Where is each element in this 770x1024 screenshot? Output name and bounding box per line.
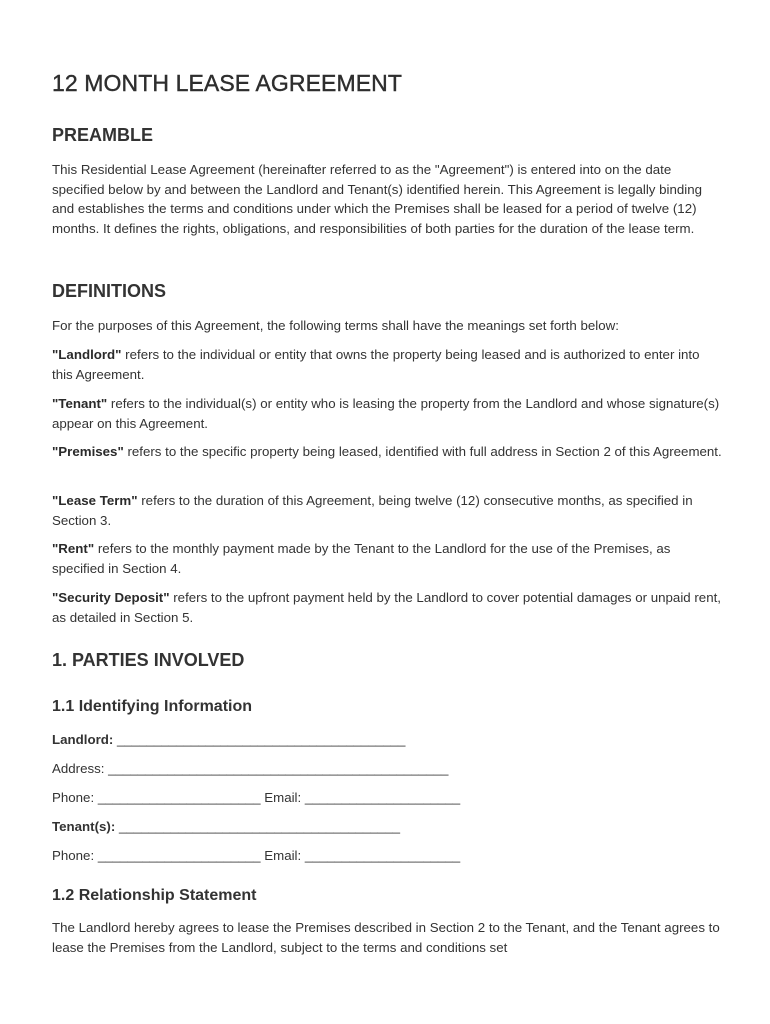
address-blank[interactable]: ______________________________________________ [104, 761, 449, 776]
definition-security-deposit [52, 588, 722, 627]
address-field[interactable] [52, 759, 448, 778]
landlord-label: Landlord: [52, 732, 114, 747]
definition-text: refers to the duration of this Agreement, being twelve (12) consecutive months, as specified in Section 3. [52, 493, 693, 528]
definition-text: refers to the monthly payment made by the Tenant to the Landlord for the use of the Premises, as specified in Section 4. [52, 541, 671, 576]
definition-tenant [52, 394, 722, 433]
definition-premises [52, 442, 722, 462]
email-blank[interactable]: _____________________ [301, 848, 461, 863]
preamble-heading: PREAMBLE [52, 125, 154, 145]
landlord-blank[interactable]: _______________________________________ [113, 732, 406, 747]
phone-label: Phone: [52, 790, 95, 805]
section1-heading: 1. PARTIES INVOLVED [52, 650, 245, 670]
email-blank[interactable]: _____________________ [301, 790, 461, 805]
definitions-intro: For the purposes of this Agreement, the following terms shall have the meanings set forth below: [52, 318, 619, 333]
definition-landlord [52, 345, 722, 384]
definition-text: refers to the individual(s) or entity who is leasing the property from the Landlord and whose signature(s) appear on this Agreement. [52, 396, 720, 431]
phone-label: Phone: [52, 848, 95, 863]
definition-term: "Tenant" [52, 396, 108, 411]
definition-term: "Security Deposit" [52, 590, 170, 605]
section1-2-heading: 1.2 Relationship Statement [52, 887, 257, 904]
definition-term: "Rent" [52, 541, 95, 556]
landlord-contact-field[interactable] [52, 788, 460, 807]
email-label: Email: [264, 848, 302, 863]
relationship-text: The Landlord hereby agrees to lease the Premises described in Section 2 to the Tenant, and the Tenant agrees to lease the Premises from the Landlord, subject to the terms and conditions set [52, 920, 720, 955]
definition-text: refers to the upfront payment held by the Landlord to cover potential damages or unpaid rent, as detailed in Section 5. [52, 590, 721, 625]
tenant-field[interactable] [52, 817, 400, 836]
document-title: 12 MONTH LEASE AGREEMENT [52, 70, 403, 96]
definition-rent [52, 539, 722, 578]
tenant-label: Tenant(s): [52, 819, 116, 834]
phone-blank[interactable]: ______________________ [94, 848, 261, 863]
preamble-text: This Residential Lease Agreement (hereinafter referred to as the "Agreement") is entered into on the date specified below by and between the Landlord and Tenant(s) identified herein. This Agreement is legally binding and establishes the terms and conditions under which the Premises shall be leased for a period of twelve (12) months. It defines the rights, obligations, and responsibilities of both parties for the duration of the lease term. [52, 162, 703, 236]
definition-text: refers to the specific property being leased, identified with full address in Section 2 of this Agreement. [123, 444, 722, 459]
email-label: Email: [264, 790, 302, 805]
section1-1-heading: 1.1 Identifying Information [52, 698, 253, 715]
address-label: Address: [52, 761, 105, 776]
definition-term: "Landlord" [52, 347, 122, 362]
definition-lease-term [52, 491, 722, 530]
tenant-blank[interactable]: ______________________________________ [115, 819, 400, 834]
definition-term: "Lease Term" [52, 493, 138, 508]
phone-blank[interactable]: ______________________ [94, 790, 261, 805]
definition-term: "Premises" [52, 444, 124, 459]
landlord-field[interactable] [52, 730, 405, 749]
tenant-contact-field[interactable] [52, 846, 460, 865]
definition-text: refers to the individual or entity that owns the property being leased and is authorized to enter into this Agreement. [52, 347, 700, 382]
definitions-heading: DEFINITIONS [52, 281, 167, 301]
